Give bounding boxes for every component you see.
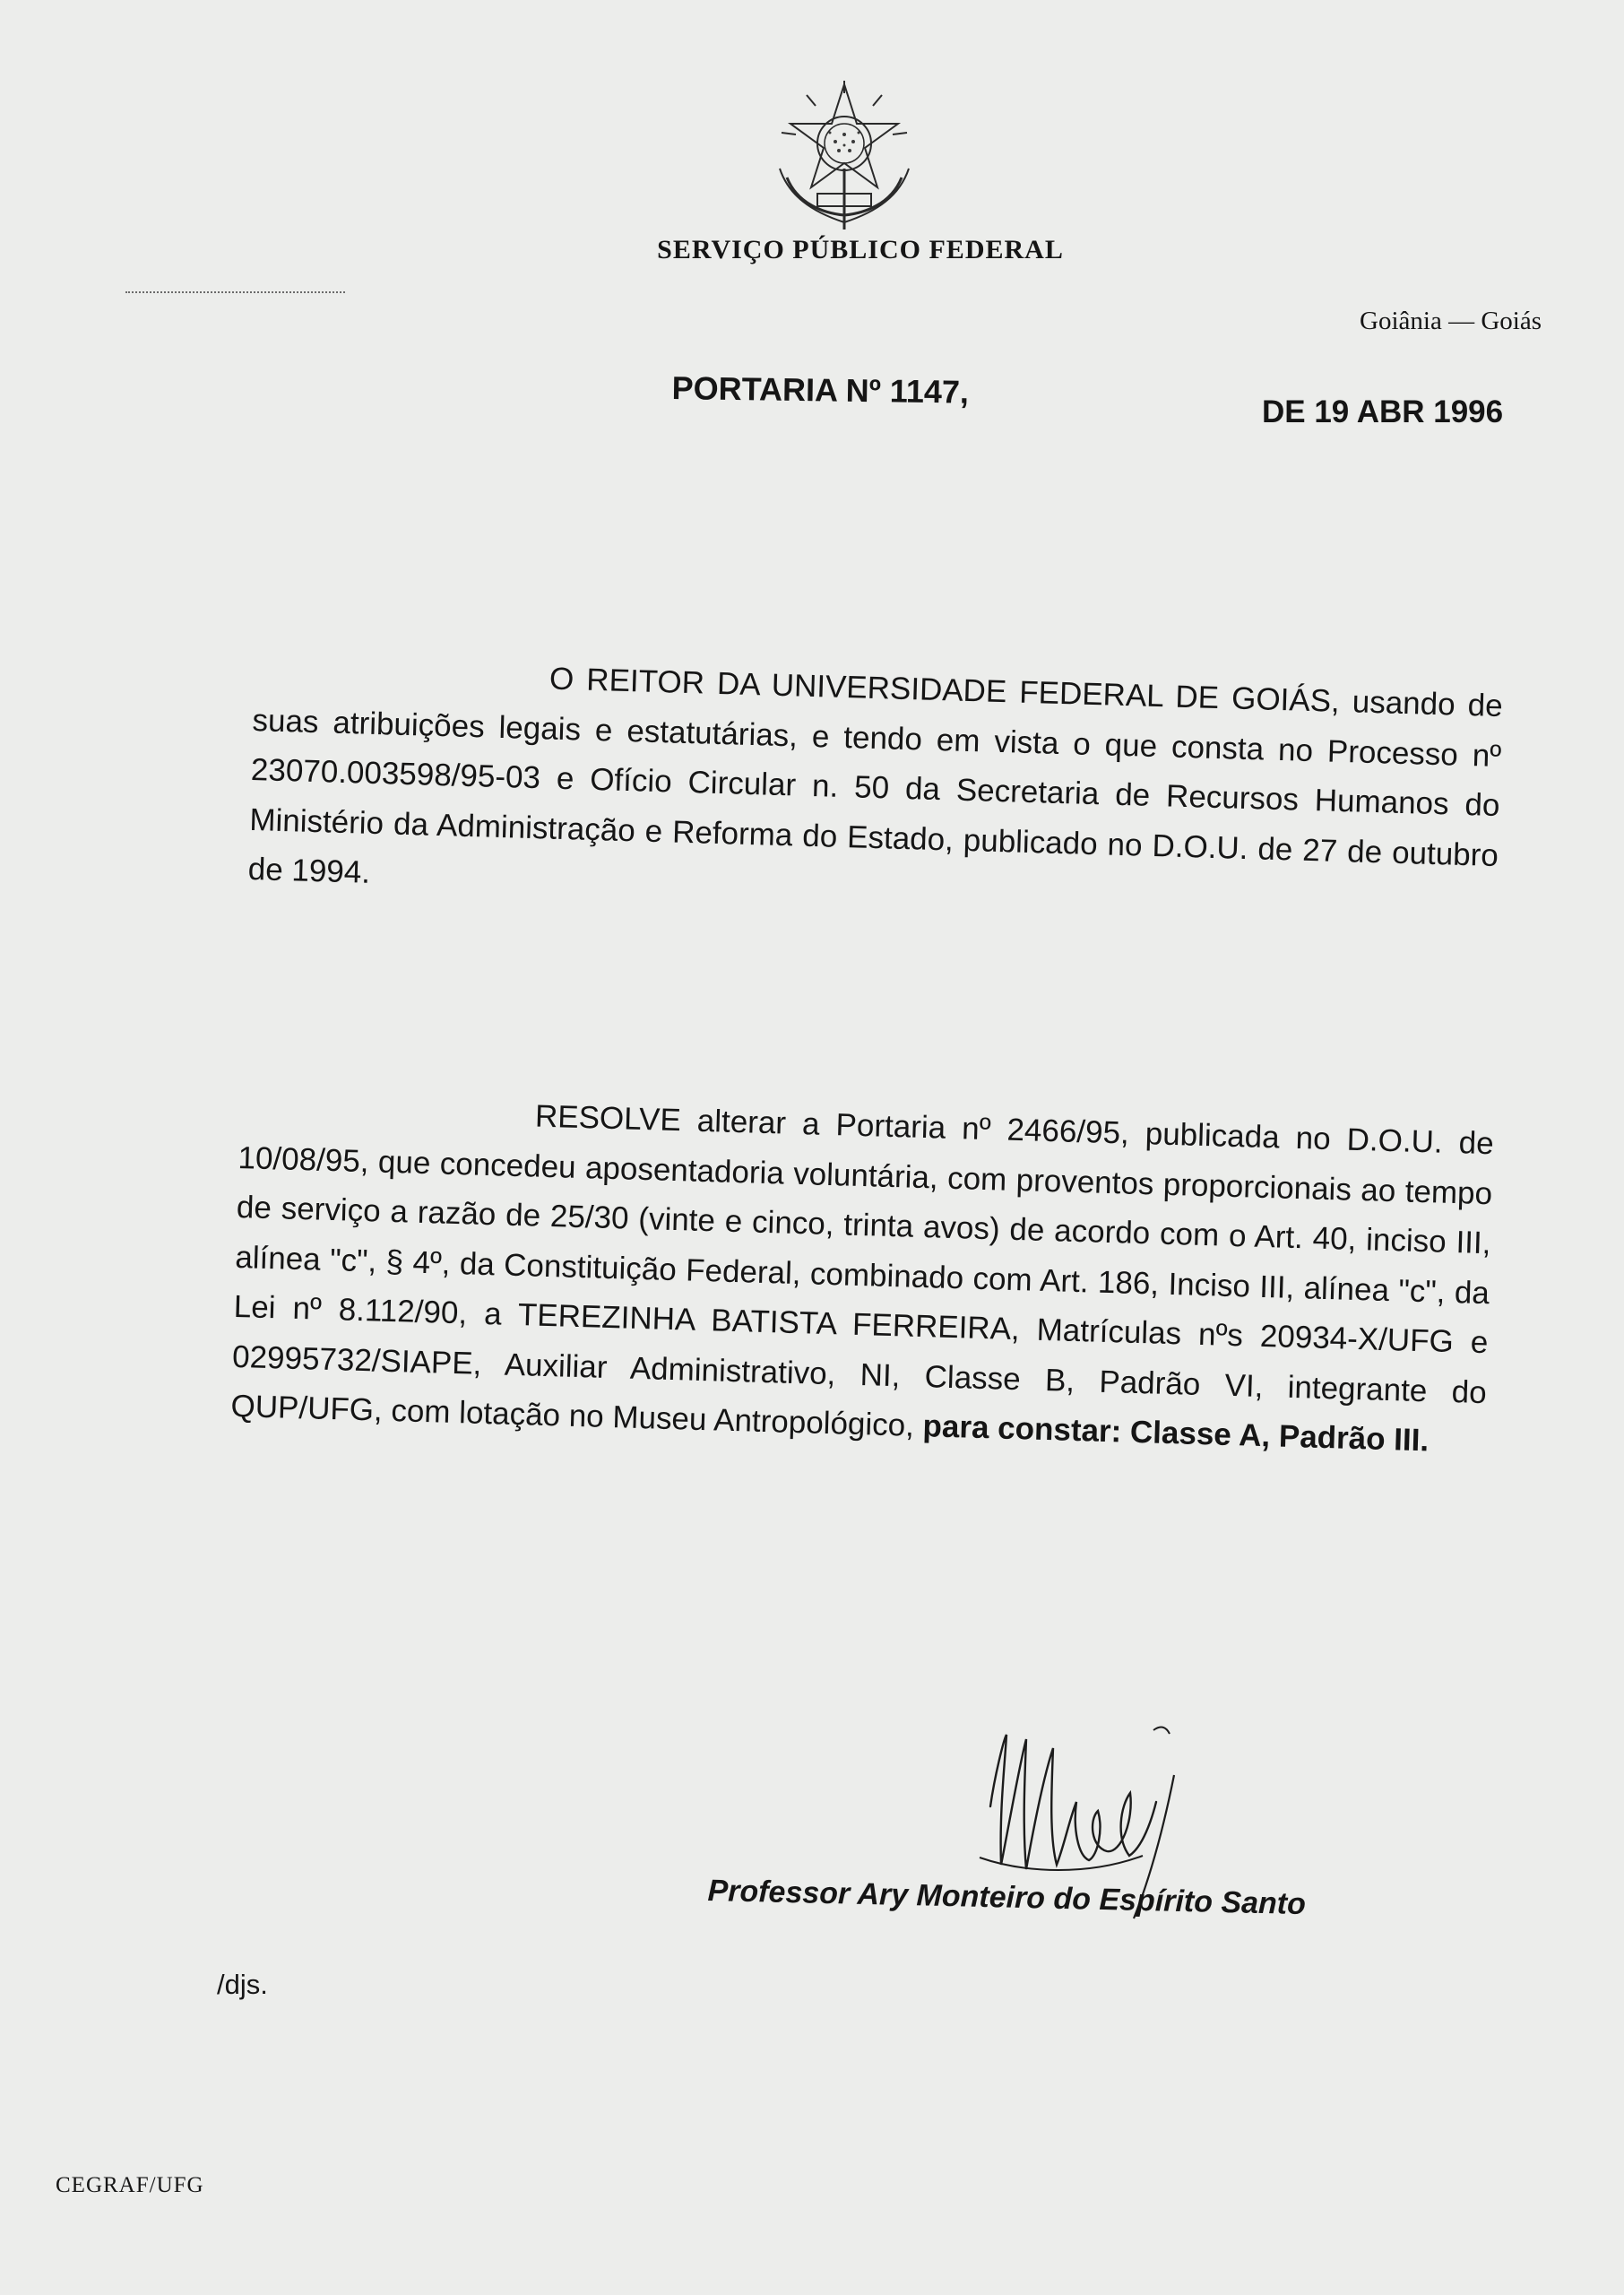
typist-initials: /djs. bbox=[217, 1969, 268, 2000]
signer-name: Professor Ary Monteiro do Espírito Santo bbox=[707, 1874, 1307, 1922]
resolution-paragraph bbox=[230, 1083, 1495, 1468]
preamble-paragraph: O REITOR DA UNIVERSIDADE FEDERAL DE GOIÁS, usando de suas atribuições legais e estatutárias, e tendo em vista o que consta no Processo nº 23070.003598/95-03 e Ofício Circular n. 50 da Secretaria de Recursos Humanos do Ministério da Administração e Reforma do Estado, publicado no D.O.U. de 27 de outubro de 1994. bbox=[247, 661, 1504, 890]
footer-printer: CEGRAF/UFG bbox=[56, 2173, 204, 2197]
resolution-emphasis: para constar: Classe A, Padrão III. bbox=[922, 1408, 1430, 1459]
resolution-text: RESOLVE alterar a Portaria nº 2466/95, publicada no D.O.U. de 10/08/95, que concedeu aposentadoria voluntária, com proventos proporcionais ao tempo de serviço a razão de 25/30 (vinte e cinco, trinta avos) de acordo com o Art. 40, inciso III, alínea "c", § 4º, da Constituição Federal, combinado com Art. 186, Inciso III, alínea "c", da Lei nº 8.112/90, a TEREZINHA BATISTA FERREIRA, Matrículas nºs 20934-X/UFG e 02995732/SIAPE, Auxiliar Administrativo, NI, Classe B, Padrão VI, integrante do QUP/UFG, com lotação no Museu Antropológico, bbox=[230, 1098, 1495, 1443]
portaria-number: PORTARIA Nº 1147, bbox=[671, 369, 970, 411]
portaria-date: DE 19 ABR 1996 bbox=[1262, 394, 1504, 429]
brasil-coat-of-arms-icon bbox=[771, 79, 919, 236]
divider bbox=[125, 291, 345, 293]
place-location: Goiânia — Goiás bbox=[1360, 307, 1542, 335]
header-title: SERVIÇO PÚBLICO FEDERAL bbox=[657, 235, 1064, 264]
